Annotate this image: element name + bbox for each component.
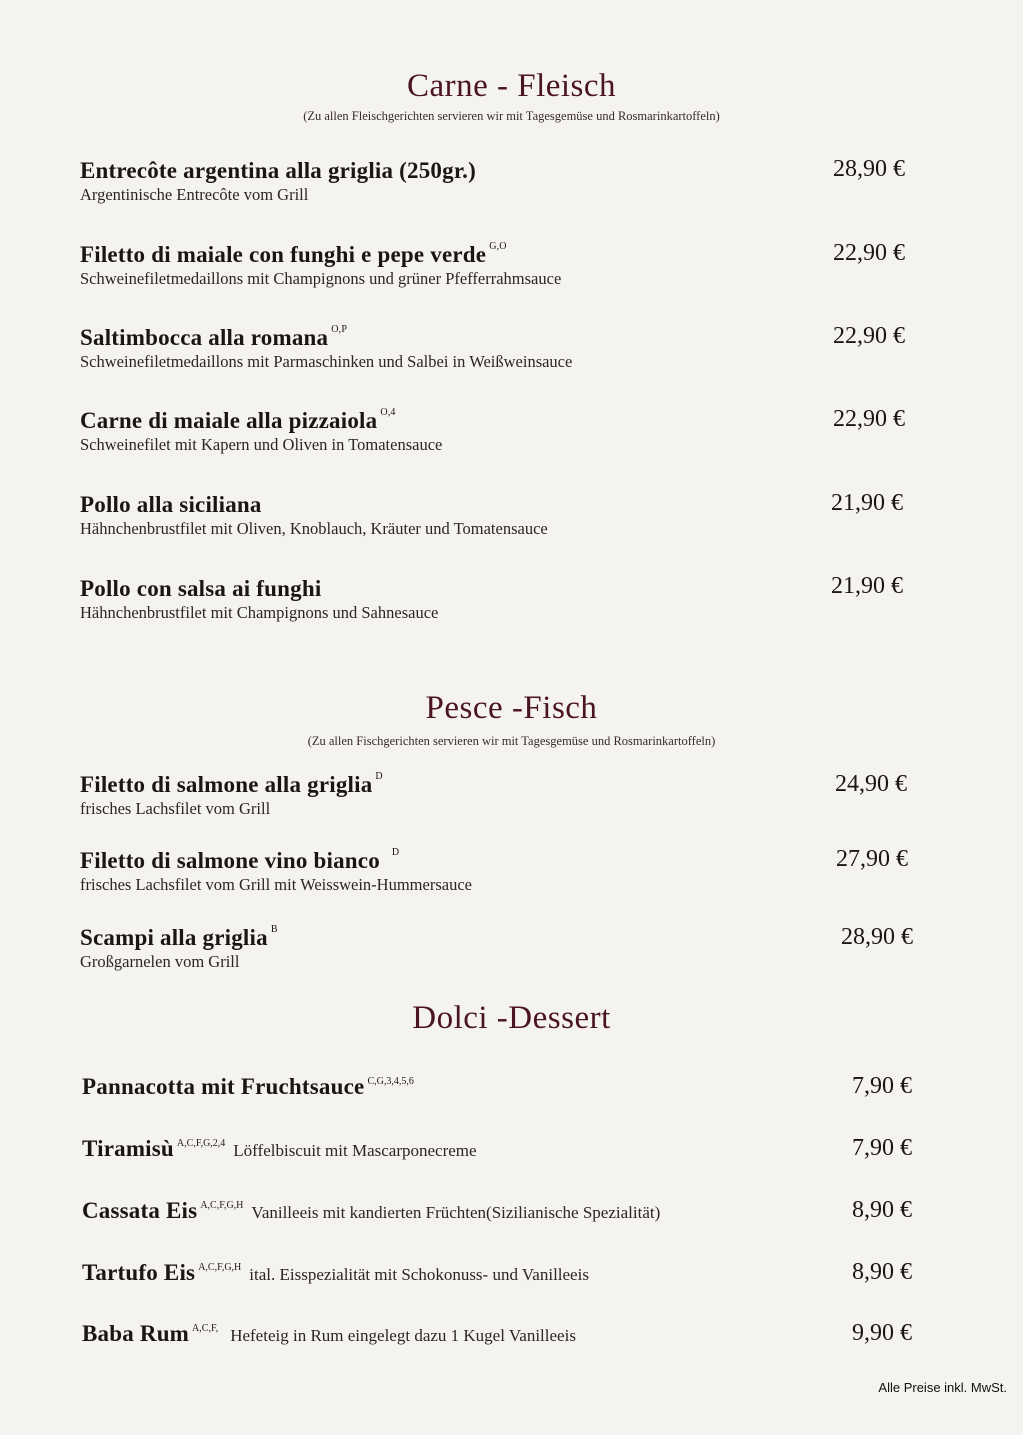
item-name: Scampi alla griglia [80, 925, 268, 950]
item-description: frisches Lachsfilet vom Grill mit Weisswein-Hummersauce [80, 875, 472, 894]
allergen-codes: O,4 [380, 407, 396, 419]
item-name: Pollo alla siciliana [80, 492, 262, 517]
item-description: Hefeteig in Rum eingelegt dazu 1 Kugel Vanilleeis [230, 1326, 576, 1345]
item-description: Schweinefilet mit Kapern und Oliven in Tomatensauce [80, 435, 443, 454]
item-description: frisches Lachsfilet vom Grill [80, 799, 271, 818]
item-description: Hähnchenbrustfilet mit Champignons und Sahnesauce [80, 603, 439, 622]
section-note-meat: (Zu allen Fleischgerichten servieren wir mit Tagesgemüse und Rosmarinkartoffeln) [303, 109, 720, 123]
allergen-codes: D [375, 771, 383, 783]
item-description: Löffelbiscuit mit Mascarponecreme [233, 1141, 477, 1160]
item-description: Argentinische Entrecôte vom Grill [80, 185, 309, 204]
allergen-codes: D [391, 847, 400, 859]
allergen-codes: B [270, 924, 278, 936]
item-name: Cassata Eis [82, 1198, 198, 1223]
allergen-codes: A,C,F,G,H [200, 1199, 244, 1211]
item-price: 8,90 € [852, 1197, 912, 1223]
item-price: 8,90 € [852, 1259, 912, 1285]
allergen-codes: C,G,3,4,5,6 [367, 1075, 414, 1087]
item-description: ital. Eisspezialität mit Schokonuss- und Vanilleeis [249, 1265, 589, 1284]
allergen-codes: G,O [489, 241, 507, 253]
item-name: Tartufo Eis [82, 1260, 196, 1285]
section-title-meat: Carne - Fleisch [406, 68, 617, 104]
item-price: 7,90 € [852, 1073, 912, 1099]
item-name: Saltimbocca alla romana [80, 325, 329, 350]
allergen-codes: A,C,F,G,H [198, 1261, 242, 1273]
vat-note: Alle Preise inkl. MwSt. [878, 1380, 1007, 1395]
item-price: 28,90 € [833, 156, 905, 182]
item-name: Pollo con salsa ai funghi [80, 576, 322, 601]
item-price: 24,90 € [835, 771, 907, 797]
allergen-codes: O,P [331, 324, 348, 336]
allergen-codes: A,C,F, [192, 1322, 219, 1334]
item-description: Schweinefiletmedaillons mit Parmaschinken und Salbei in Weißweinsauce [80, 352, 573, 371]
item-price: 7,90 € [852, 1135, 912, 1161]
item-name: Baba Rum [82, 1321, 190, 1346]
allergen-codes: A,C,F,G,2,4 [176, 1137, 226, 1149]
item-name: Filetto di salmone vino bianco [80, 848, 380, 873]
item-price: 27,90 € [836, 846, 908, 872]
item-description: Schweinefiletmedaillons mit Champignons und grüner Pfefferrahmsauce [80, 269, 562, 288]
item-name: Tiramisù [82, 1136, 174, 1161]
section-title-dessert: Dolci -Dessert [412, 1000, 611, 1036]
item-price: 22,90 € [833, 406, 905, 432]
item-price: 22,90 € [833, 240, 905, 266]
item-price: 21,90 € [831, 490, 903, 516]
item-name: Pannacotta mit Fruchtsauce [82, 1074, 365, 1099]
item-name: Carne di maiale alla pizzaiola [80, 408, 378, 433]
item-name: Filetto di salmone alla griglia [80, 772, 373, 797]
item-description: Hähnchenbrustfilet mit Oliven, Knoblauch, Kräuter und Tomatensauce [80, 519, 548, 538]
section-title-fish: Pesce -Fisch [425, 690, 598, 726]
item-description: Großgarnelen vom Grill [80, 952, 240, 971]
item-price: 22,90 € [833, 323, 905, 349]
item-price: 28,90 € [841, 924, 913, 950]
section-note-fish: (Zu allen Fischgerichten servieren wir mit Tagesgemüse und Rosmarinkartoffeln) [307, 734, 716, 748]
item-name: Filetto di maiale con funghi e pepe verde [80, 242, 487, 267]
item-name: Entrecôte argentina alla griglia (250gr.) [80, 158, 476, 183]
item-price: 9,90 € [852, 1320, 912, 1346]
item-description: Vanilleeis mit kandierten Früchten(Sizilianische Spezialität) [251, 1203, 661, 1222]
item-price: 21,90 € [831, 573, 903, 599]
